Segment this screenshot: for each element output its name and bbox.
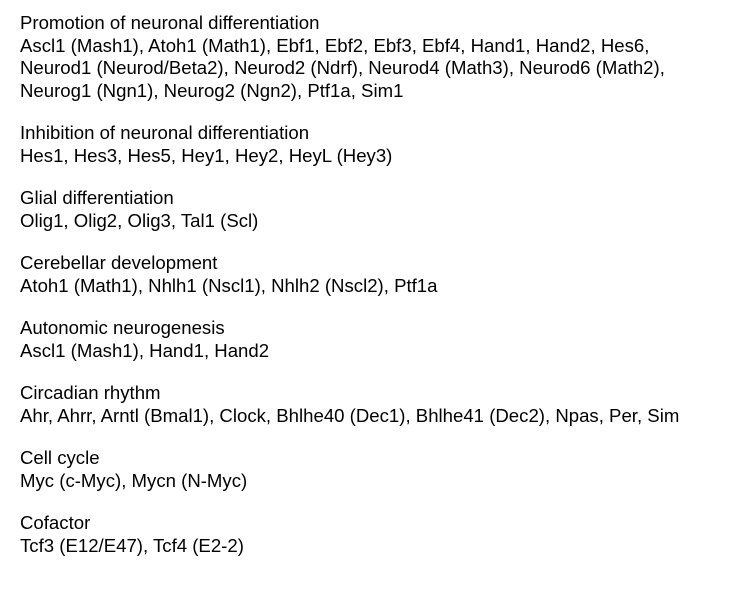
section-gene-list: Ahr, Ahrr, Arntl (Bmal1), Clock, Bhlhe40 (Dec1), Bhlhe41 (Dec2), Npas, Per, Sim: [20, 404, 680, 426]
section-heading: Cofactor: [20, 512, 91, 533]
section-gene-list: Hes1, Hes3, Hes5, Hey1, Hey2, HeyL (Hey3): [20, 144, 393, 166]
section-neuronal-differentiation-inhibition: [20, 122, 720, 167]
section-heading: Cell cycle: [20, 447, 100, 468]
section-gene-list: Tcf3 (E12/E47), Tcf4 (E2-2): [20, 534, 244, 556]
section-gene-list: Myc (c-Myc), Mycn (N-Myc): [20, 469, 248, 491]
section-heading: Circadian rhythm: [20, 382, 161, 403]
section-glial-differentiation: [20, 187, 720, 232]
section-heading: Cerebellar development: [20, 252, 218, 273]
section-heading: Inhibition of neuronal differentiation: [20, 122, 310, 143]
section-gene-list: Atoh1 (Math1), Nhlh1 (Nscl1), Nhlh2 (Nscl2), Ptf1a: [20, 274, 438, 296]
section-circadian-rhythm: [20, 382, 720, 427]
section-neuronal-differentiation-promotion: [20, 12, 720, 102]
section-gene-list: Olig1, Olig2, Olig3, Tal1 (Scl): [20, 209, 259, 231]
section-gene-list: Ascl1 (Mash1), Atoh1 (Math1), Ebf1, Ebf2, Ebf3, Ebf4, Hand1, Hand2, Hes6, Neurod1 (Neurod/Beta2), Neurod2 (Ndrf), Neurod4 (Math3), Neurod6 (Math2), Neurog1 (Ngn1), Neurog2 (Ngn2), Ptf1a, Sim1: [20, 34, 665, 101]
section-gene-list: Ascl1 (Mash1), Hand1, Hand2: [20, 339, 270, 361]
section-cerebellar-development: [20, 252, 720, 297]
document-page: [20, 12, 720, 577]
section-autonomic-neurogenesis: [20, 317, 720, 362]
section-cell-cycle: [20, 447, 720, 492]
section-heading: Promotion of neuronal differentiation: [20, 12, 320, 33]
section-heading: Glial differentiation: [20, 187, 174, 208]
section-cofactor: [20, 512, 720, 557]
section-heading: Autonomic neurogenesis: [20, 317, 225, 338]
